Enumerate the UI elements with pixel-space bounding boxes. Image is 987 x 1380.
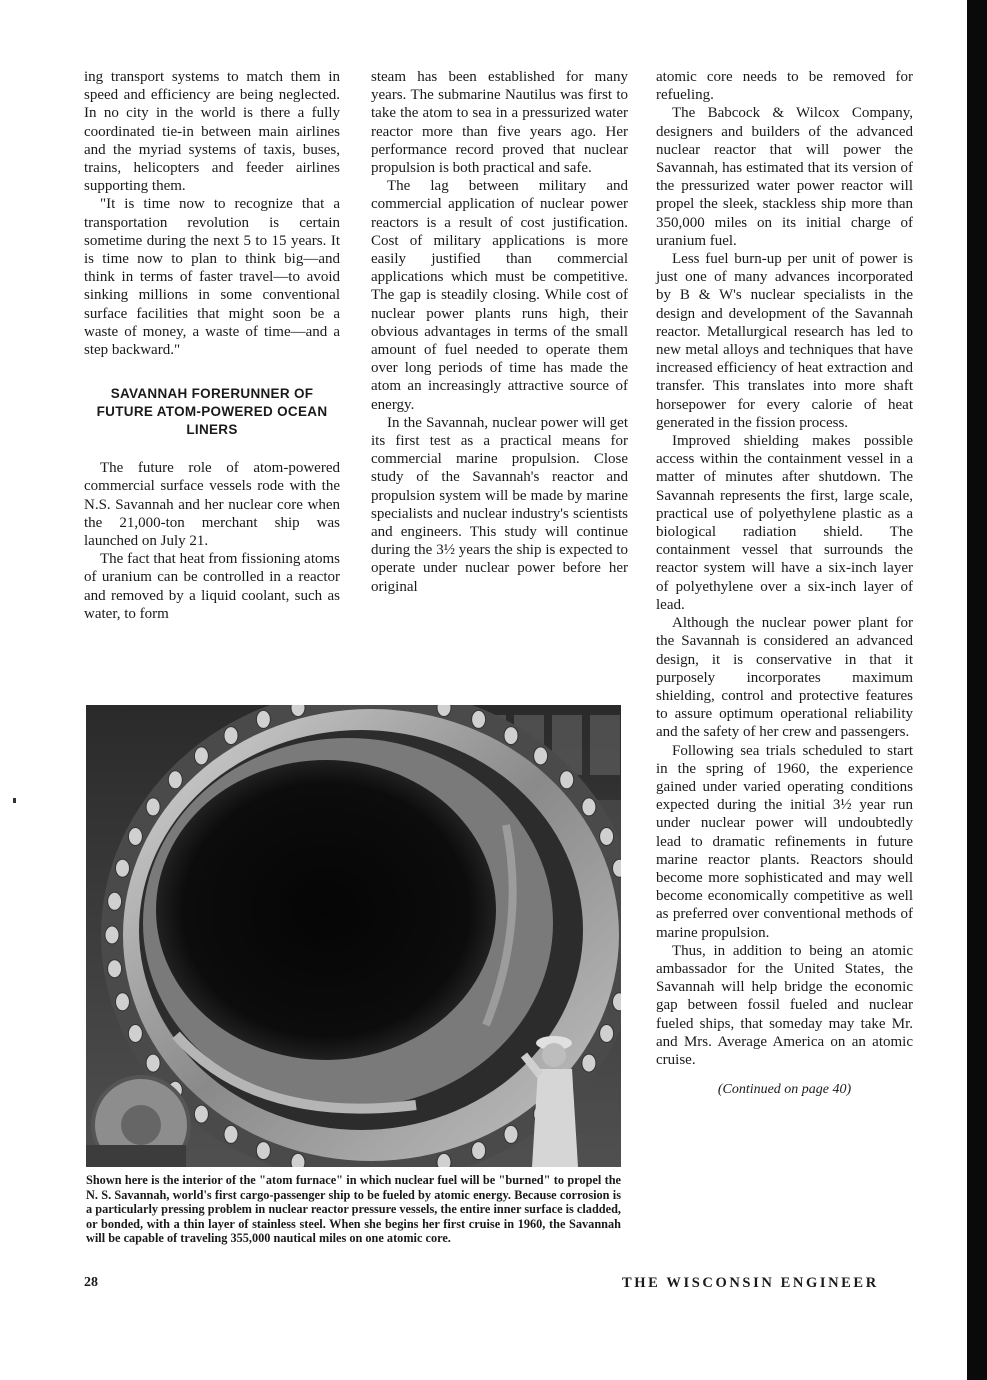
- paragraph: Thus, in addition to being an atomic ambassador for the United States, the Savannah will help bridge the economic gap between fossil fueled and nuclear fueled ships, that someday may take Mr. and Mrs. Average America on an atomic cruise.: [656, 942, 913, 1068]
- bolt: [472, 1142, 486, 1160]
- photo-caption: Shown here is the interior of the "atom furnace" in which nuclear fuel will be "burned" to propel the N. S. Savannah, world's first cargo-passenger ship to be fueled by atomic energy. Because corrosion is a particularly pressing problem in nuclear reactor pressure vessels, the entire inner surface is cladded, or bonded, with a thin layer of stainless steel. When she begins her first cruise in 1960, the Savannah will be capable of traveling 355,000 nautical miles on one atomic core.: [86, 1173, 621, 1246]
- bolt: [146, 1054, 160, 1072]
- continued-note: (Continued on page 40): [717, 1082, 852, 1098]
- article-column-2: [371, 68, 628, 596]
- bolt: [582, 1054, 596, 1072]
- bolt: [116, 993, 130, 1011]
- bolt: [600, 1025, 614, 1043]
- vessel-interior: [156, 760, 496, 1060]
- bolt: [600, 828, 614, 846]
- paragraph: Following sea trials scheduled to start in the spring of 1960, the experience gained under varied operating conditions expected during the initial 3½ year run under nuclear power will undoubtedly lead to dramatic refinements in future marine reactor plants. Reactors should become more sophisticated and may well become economically competitive as well as preferred over conventional methods of marine propulsion.: [656, 742, 913, 941]
- article-column-1: [84, 68, 340, 623]
- paragraph: Although the nuclear power plant for the Savannah is considered an advanced design, it is conservative in that it purposely incorporates maximum shielding, control and protective features to assure optimum operational reliability and the safety of her crew and passengers.: [656, 615, 913, 741]
- paragraph: The future role of atom-powered commercial surface vessels rode with the N.S. Savannah and her nuclear core when the 21,000-ton merchant ship was launched on July 21.: [84, 460, 340, 550]
- paragraph: The fact that heat from fissioning atoms of uranium can be controlled in a reactor and removed by a liquid coolant, such as water, to form: [84, 551, 340, 622]
- bolt: [128, 1025, 142, 1043]
- bolt: [224, 727, 238, 745]
- article-column-3: [656, 68, 913, 1099]
- bolt: [437, 1153, 451, 1167]
- bolt: [582, 798, 596, 816]
- bolt: [224, 1125, 238, 1143]
- bolt: [108, 960, 122, 978]
- paragraph: Improved shielding makes possible access within the containment vessel in a matter of minutes after shutdown. The Savannah represents the first, large scale, practical use of polyethylene plastic as a biological radiation shield. The containment vessel that surrounds the reactor system will have a six-inch layer of polyethylene over a six-inch layer of lead.: [656, 433, 913, 613]
- bolt: [194, 747, 208, 765]
- section-heading: SAVANNAH FORERUNNER OF FUTURE ATOM-POWERED OCEAN LINERS: [96, 386, 328, 438]
- paragraph: In the Savannah, nuclear power will get its first test as a practical means for commercial marine propulsion. Close study of the Savannah's reactor and propulsion system will be made by marine specialists and nuclear industry's scientists and engineers. This study will continue during the 3½ years the ship is expected to operate under nuclear power before her original: [371, 414, 628, 595]
- bolt: [168, 771, 182, 789]
- journal-title: THE WISCONSIN ENGINEER: [622, 1275, 879, 1291]
- bolt: [256, 1142, 270, 1160]
- bolt: [194, 1105, 208, 1123]
- scan-edge-bar: [967, 0, 987, 1380]
- bolt: [256, 710, 270, 728]
- bolt: [146, 798, 160, 816]
- bolt: [472, 710, 486, 728]
- bolt: [108, 892, 122, 910]
- bolt: [560, 771, 574, 789]
- paragraph: "It is time now to recognize that a transportation revolution is certain sometime during the next 5 to 15 years. It is time now to plan to think big—and think in terms of faster travel—to avoid sinking millions in some conventional surface facilities that might soon be a waste of money, a waste of time—and a step backward.": [84, 196, 340, 359]
- paragraph: The Babcock & Wilcox Company, designers and builders of the advanced nuclear reactor that will power the Savannah, has estimated that its version of the pressurized water power reactor will propel the sleek, stackless ship more than 350,000 miles on its initial charge of uranium fuel.: [656, 105, 913, 249]
- paragraph: The lag between military and commercial application of nuclear power reactors is a result of cost justification. Cost of military applications is more easily justified than commercial applications which must be competitive. The gap is steadily closing. While cost of nuclear power plants runs high, their obvious advantages in terms of the small amount of fuel needed to operate them over long periods of time has made the atom an increasingly attractive source of energy.: [371, 178, 628, 413]
- reactor-vessel-illustration: [86, 705, 621, 1167]
- paragraph: ing transport systems to match them in speed and efficiency are being neglected. In no city in the world is there a fully coordinated tie-in between main airlines and the myriad systems of taxis, buses, trains, helicopters and feeder airlines supporting them.: [84, 69, 340, 195]
- paragraph: Less fuel burn-up per unit of power is just one of many advances incorporated by B & W's nuclear specialists in the design and development of the Savannah reactor. Metallurgical research has led to new metal alloys and techniques that have increased efficiency of heat extraction and transfer. This translates into more shaft horsepower for every calorie of heat generated in the fission process.: [656, 251, 913, 431]
- paragraph: steam has been established for many years. The submarine Nautilus was first to take the atom to sea in a pressurized water reactor more than five years ago. Her performance record proved that nuclear propulsion is both practical and safe.: [371, 69, 628, 177]
- bolt: [534, 747, 548, 765]
- bolt: [116, 859, 130, 877]
- bolt: [105, 926, 119, 944]
- bolt: [504, 727, 518, 745]
- reactor-vessel-photo: [86, 705, 621, 1167]
- page-number: 28: [84, 1275, 98, 1290]
- bolt: [128, 828, 142, 846]
- bolt: [504, 1125, 518, 1143]
- bolt: [291, 1153, 305, 1167]
- scan-speck: [13, 798, 16, 803]
- paragraph: atomic core needs to be removed for refueling.: [656, 69, 913, 104]
